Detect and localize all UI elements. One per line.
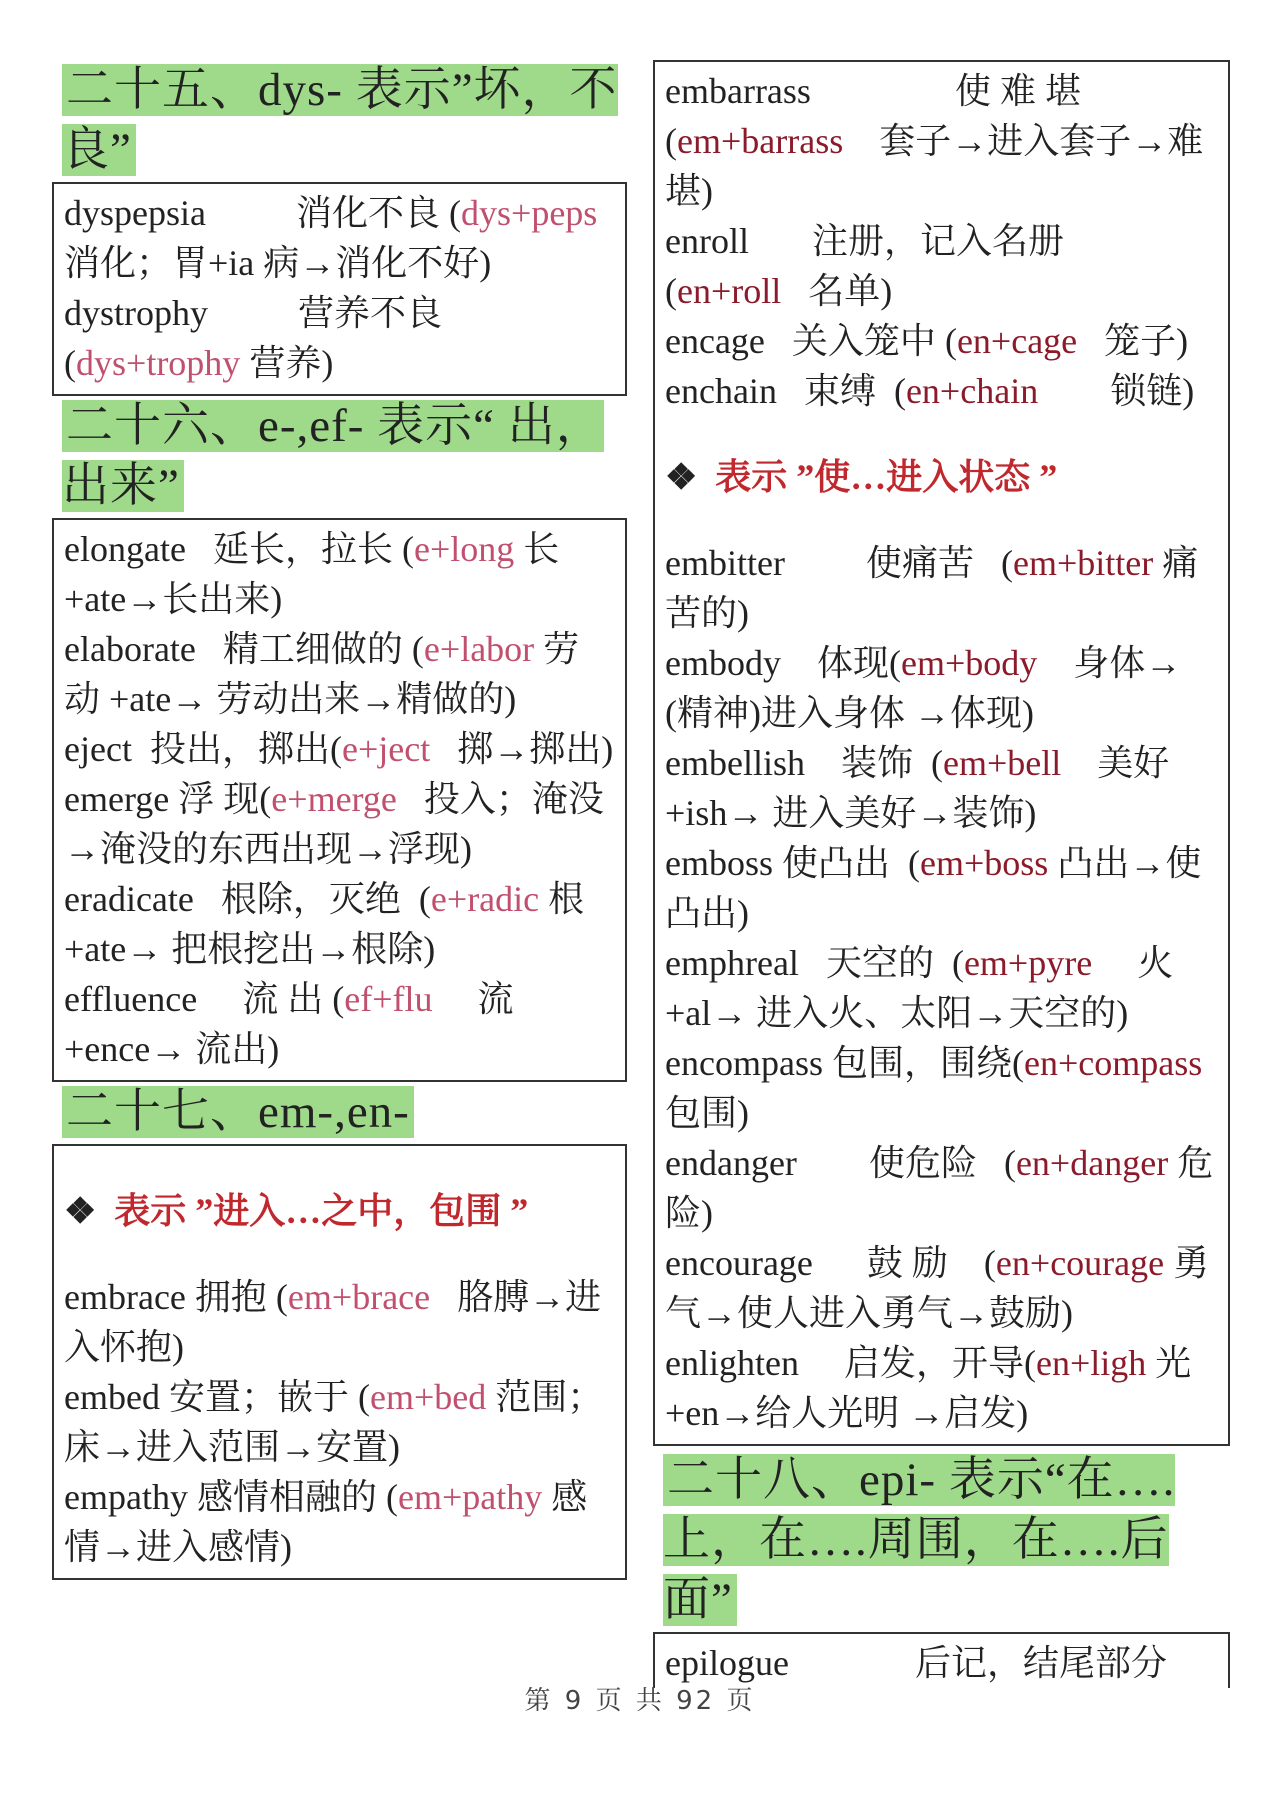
entry: encourage 鼓 励 (en+courage 勇气→使人进入勇气→鼓励) bbox=[665, 1243, 1210, 1333]
entry: elaborate 精工细做的 (e+labor 劳 动 +ate→ 劳动出来→精做的) bbox=[64, 629, 580, 719]
entry: encage 关入笼中 (en+cage 笼子) bbox=[665, 321, 1189, 361]
section-26-heading: 二十六、e-,ef- 表示“ 出，出来” bbox=[62, 400, 604, 512]
entry: enroll 注册，记入名册 (en+roll 名单) bbox=[665, 221, 1064, 311]
entry: emboss 使凸出 (em+boss 凸出→使凸出) bbox=[665, 843, 1202, 933]
section-26-box bbox=[52, 518, 627, 1082]
entry: embed 安置；嵌于 (em+bed 范围；床→进入范围→安置) bbox=[64, 1377, 604, 1467]
entry: emphreal 天空的 (em+pyre 火+al→ 进入火、太阳→天空的) bbox=[665, 943, 1174, 1033]
section-27-continued-box bbox=[653, 60, 1230, 1446]
entry: embarrass 使 难 堪 (em+barrass 套子→进入套子→难堪) bbox=[665, 71, 1204, 211]
left-column bbox=[52, 60, 627, 1580]
entry: endanger 使危险 (en+danger 危险) bbox=[665, 1143, 1214, 1233]
bullet-heading: ❖ 表示 ”进入…之中，包围 ” bbox=[64, 1191, 529, 1231]
diamond-bullet-icon: ❖ bbox=[665, 457, 698, 497]
entry: dystrophy 营养不良 (dys+trophy 营养) bbox=[64, 293, 443, 383]
entry: dyspepsia 消化不良 (dys+peps 消化；胃+ia 病→消化不好) bbox=[64, 193, 598, 283]
entry: empathy 感情相融的 (em+pathy 感情→进入感情) bbox=[64, 1477, 588, 1567]
entry: effluence 流 出 (ef+flu 流 +ence→ 流出) bbox=[64, 979, 514, 1069]
entry: emerge 浮 现(e+merge 投入；淹没→淹没的东西出现→浮现) bbox=[64, 779, 604, 869]
page-number-footer: 第 9 页 共 92 页 bbox=[524, 1686, 756, 1716]
entry: embitter 使痛苦 (em+bitter 痛苦的) bbox=[665, 543, 1199, 633]
section-25-heading: 二十五、dys- 表示”坏，不良” bbox=[62, 64, 618, 176]
entry: encompass 包围，围绕(en+compass 包围) bbox=[665, 1043, 1203, 1133]
section-28-heading: 二十八、epi- 表示“在….上，在….周围，在….后面” bbox=[663, 1454, 1176, 1626]
entry: embrace 拥抱 (em+brace 胳膊→进入怀抱) bbox=[64, 1277, 602, 1367]
entry: eradicate 根除，灭绝 (e+radic 根 +ate→ 把根挖出→根除) bbox=[64, 879, 585, 969]
entry: epilogue 后记，结尾部分 bbox=[665, 1643, 1167, 1683]
entry: enchain 束缚 (en+chain 锁链) bbox=[665, 371, 1195, 411]
section-27-heading: 二十七、em-,en- bbox=[62, 1086, 414, 1138]
entry: embellish 装饰 (em+bell 美好+ish→ 进入美好→装饰) bbox=[665, 743, 1170, 833]
diamond-bullet-icon: ❖ bbox=[64, 1191, 97, 1231]
entry: elongate 延长，拉长 (e+long 长 +ate→长出来) bbox=[64, 529, 560, 619]
entry: eject 投出，掷出(e+ject 掷→掷出) bbox=[64, 729, 614, 769]
bullet-heading: ❖ 表示 ”使…进入状态 ” bbox=[665, 457, 1058, 497]
section-25-box bbox=[52, 182, 627, 396]
section-27-box bbox=[52, 1144, 627, 1580]
entry: enlighten 启发，开导(en+ligh 光 +en→给人光明 →启发) bbox=[665, 1343, 1192, 1433]
entry: embody 体现(em+body 身体→ (精神)进入身体 →体现) bbox=[665, 643, 1182, 733]
right-column bbox=[653, 60, 1230, 1688]
